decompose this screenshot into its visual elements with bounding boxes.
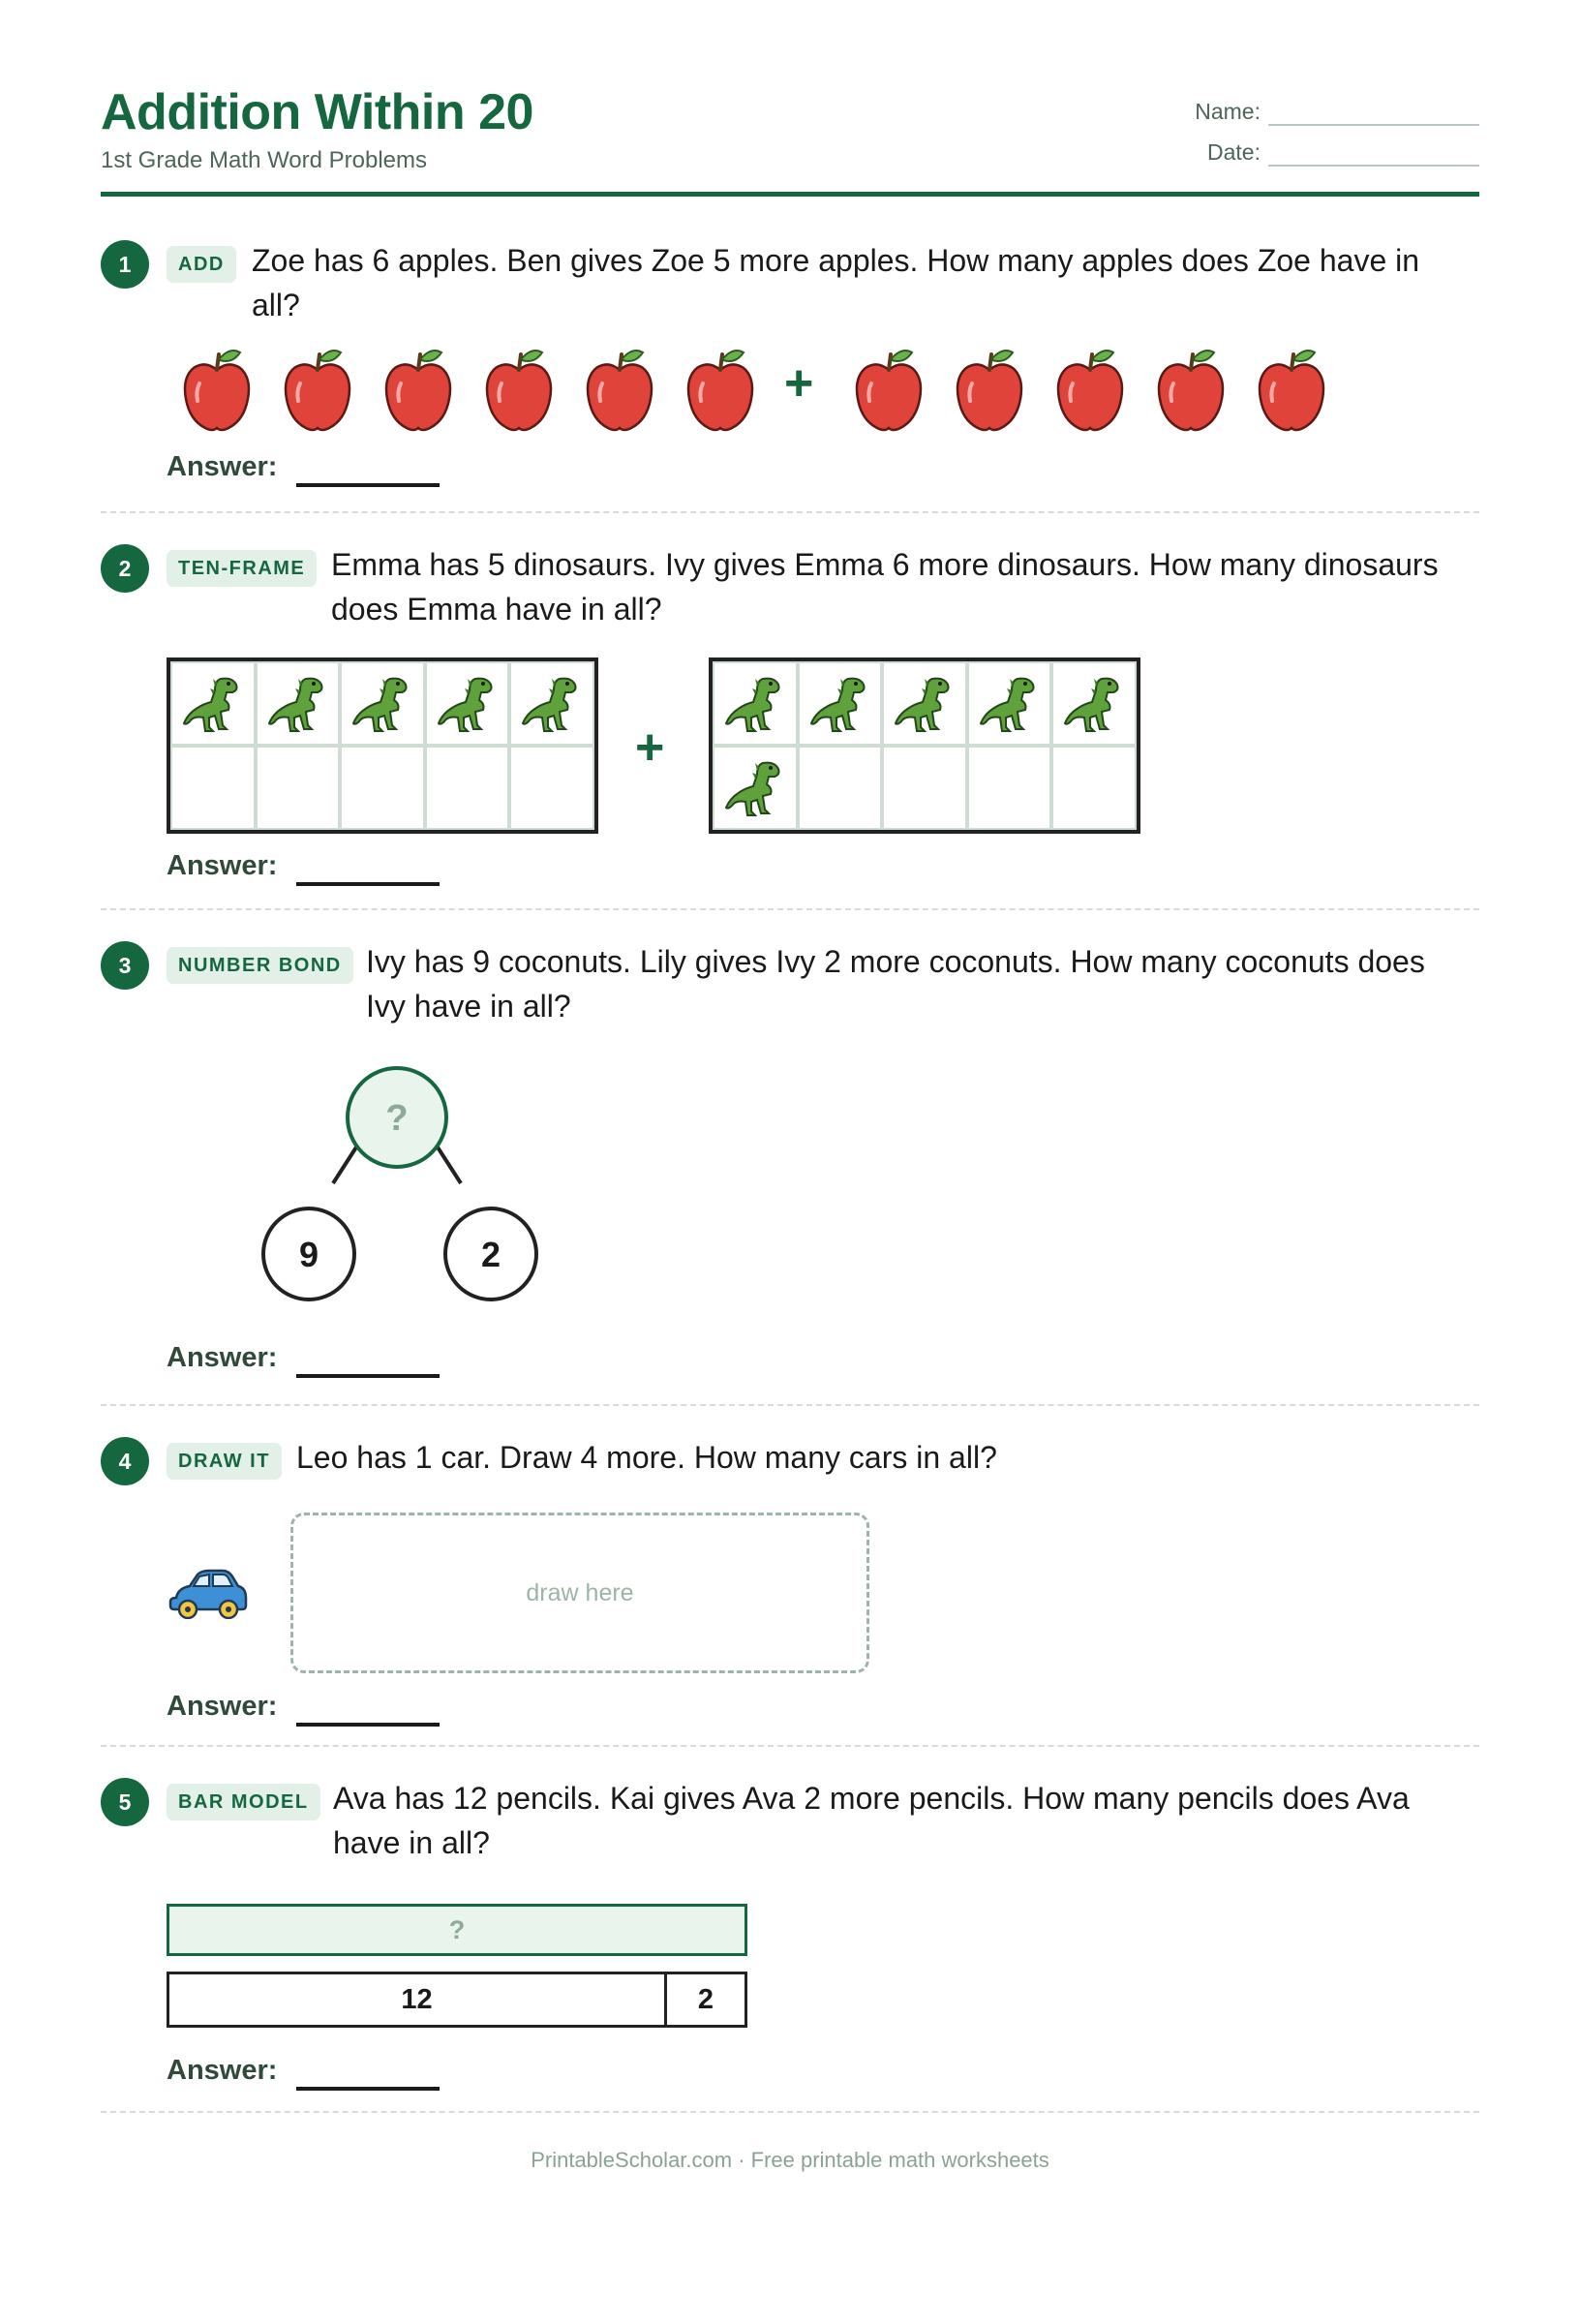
problem-number: 4	[101, 1437, 149, 1485]
apple-icon	[380, 347, 457, 434]
apple-icon	[1051, 347, 1129, 434]
bar-model-total: ?	[167, 1904, 747, 1956]
ten-frame-right	[709, 657, 1140, 834]
problem-tag: DRAW IT	[167, 1443, 282, 1480]
bar-part-a: 12	[169, 1974, 667, 2025]
ten-frame-cell	[509, 661, 594, 746]
problem-1	[101, 240, 1479, 492]
plus-sign: +	[784, 355, 814, 412]
problem-text: Ivy has 9 coconuts. Lily gives Ivy 2 more coconuts. How many coconuts does Ivy have in all?	[366, 944, 1425, 1024]
dinosaur-icon	[894, 671, 957, 739]
dinosaur-icon	[521, 671, 585, 739]
bond-part-a-value: 9	[298, 1235, 319, 1274]
ten-frame-cell	[882, 661, 967, 746]
draw-area[interactable]: draw here	[290, 1513, 869, 1673]
section-divider	[101, 1745, 1479, 1747]
bar-part-b: 2	[697, 1983, 714, 2015]
ten-frame-cell	[798, 746, 883, 830]
worksheet-header	[101, 83, 1479, 199]
apple-icon	[682, 347, 759, 434]
answer-label: Answer:	[167, 451, 278, 482]
problem-text: Emma has 5 dinosaurs. Ivy gives Emma 6 more dinosaurs. How many dinosaurs does Emma have in all?	[331, 547, 1439, 627]
ten-frame-cell	[340, 661, 425, 746]
ten-frame-cell	[509, 746, 594, 830]
dinosaur-icon	[267, 671, 331, 739]
name-line[interactable]	[1268, 124, 1479, 126]
answer-blank[interactable]	[296, 1374, 440, 1378]
ten-frame-cell	[798, 661, 883, 746]
problem-5	[101, 1778, 1479, 2117]
ten-frame-cell	[170, 661, 256, 746]
answer-blank[interactable]	[296, 1723, 440, 1727]
apple-icon	[1152, 347, 1230, 434]
car-icon	[168, 1569, 248, 1619]
ten-frame-cell	[967, 661, 1052, 746]
ten-frame-cell	[170, 746, 256, 830]
answer-row	[167, 1342, 277, 1374]
problem-number: 1	[101, 240, 149, 289]
section-divider	[101, 2111, 1479, 2113]
answer-label: Answer:	[167, 2055, 278, 2086]
answer-label: Answer:	[167, 1342, 278, 1373]
dinosaur-icon	[724, 755, 788, 823]
ten-frame-cell	[256, 746, 341, 830]
problem-3	[101, 941, 1479, 1406]
dinosaur-icon	[437, 671, 501, 739]
bar-model-parts	[167, 1972, 747, 2028]
answer-row	[167, 2055, 277, 2087]
dinosaur-icon	[1063, 671, 1127, 739]
page-subtitle: 1st Grade Math Word Problems	[101, 147, 428, 173]
ten-frame-cell	[256, 661, 341, 746]
ten-frame-cell	[967, 746, 1052, 830]
section-divider	[101, 908, 1479, 910]
dinosaur-icon	[724, 671, 788, 739]
apple-icon	[480, 347, 558, 434]
bond-part-b-value: 2	[480, 1235, 501, 1274]
footer-credit: PrintableScholar.com · Free printable math worksheets	[531, 2148, 1049, 2172]
section-divider	[101, 1404, 1479, 1406]
problem-tag: TEN-FRAME	[167, 550, 317, 587]
ten-frame-cell	[340, 746, 425, 830]
problem-text: Leo has 1 car. Draw 4 more. How many cars in all?	[296, 1440, 997, 1475]
answer-blank[interactable]	[296, 2087, 440, 2091]
problem-number: 3	[101, 941, 149, 990]
page-title: Addition Within 20	[101, 84, 533, 140]
bond-whole-value: ?	[385, 1098, 409, 1139]
apple-group	[167, 347, 1503, 443]
ten-frame-cell	[425, 661, 510, 746]
answer-row	[167, 1691, 277, 1723]
answer-blank[interactable]	[296, 483, 440, 487]
problem-text: Ava has 12 pencils. Kai gives Ava 2 more pencils. How many pencils does Ava have in all?	[333, 1781, 1410, 1860]
ten-frame-cell	[882, 746, 967, 830]
name-label: Name:	[1195, 99, 1261, 124]
ten-frame-left	[167, 657, 598, 834]
ten-frame-cell	[1051, 661, 1137, 746]
problem-4	[101, 1437, 1479, 1757]
date-line[interactable]	[1268, 165, 1479, 167]
section-divider	[101, 511, 1479, 513]
apple-icon	[1253, 347, 1330, 434]
problem-text: Zoe has 6 apples. Ben gives Zoe 5 more apples. How many apples does Zoe have in all?	[252, 243, 1420, 322]
apple-icon	[279, 347, 356, 434]
ten-frame-cell	[713, 746, 798, 830]
problem-number: 2	[101, 544, 149, 593]
dinosaur-icon	[809, 671, 873, 739]
problem-number: 5	[101, 1778, 149, 1826]
problem-tag: ADD	[167, 246, 236, 283]
answer-row	[167, 850, 277, 882]
ten-frame-cell	[1051, 746, 1137, 830]
ten-frame-cell	[713, 661, 798, 746]
apple-icon	[951, 347, 1028, 434]
problem-2	[101, 544, 1479, 893]
answer-blank[interactable]	[296, 882, 440, 886]
apple-icon	[581, 347, 658, 434]
plus-sign: +	[635, 719, 665, 776]
apple-icon	[178, 347, 256, 434]
ten-frame-cell	[425, 746, 510, 830]
answer-label: Answer:	[167, 850, 278, 881]
apple-icon	[850, 347, 927, 434]
date-label: Date:	[1207, 139, 1261, 165]
dinosaur-icon	[979, 671, 1043, 739]
problem-tag: BAR MODEL	[167, 1784, 320, 1820]
dinosaur-icon	[351, 671, 415, 739]
dinosaur-icon	[182, 671, 246, 739]
answer-label: Answer:	[167, 1691, 278, 1722]
number-bond	[252, 1065, 542, 1317]
header-divider	[101, 192, 1479, 197]
problem-tag: NUMBER BOND	[167, 947, 353, 984]
answer-row	[167, 451, 277, 483]
